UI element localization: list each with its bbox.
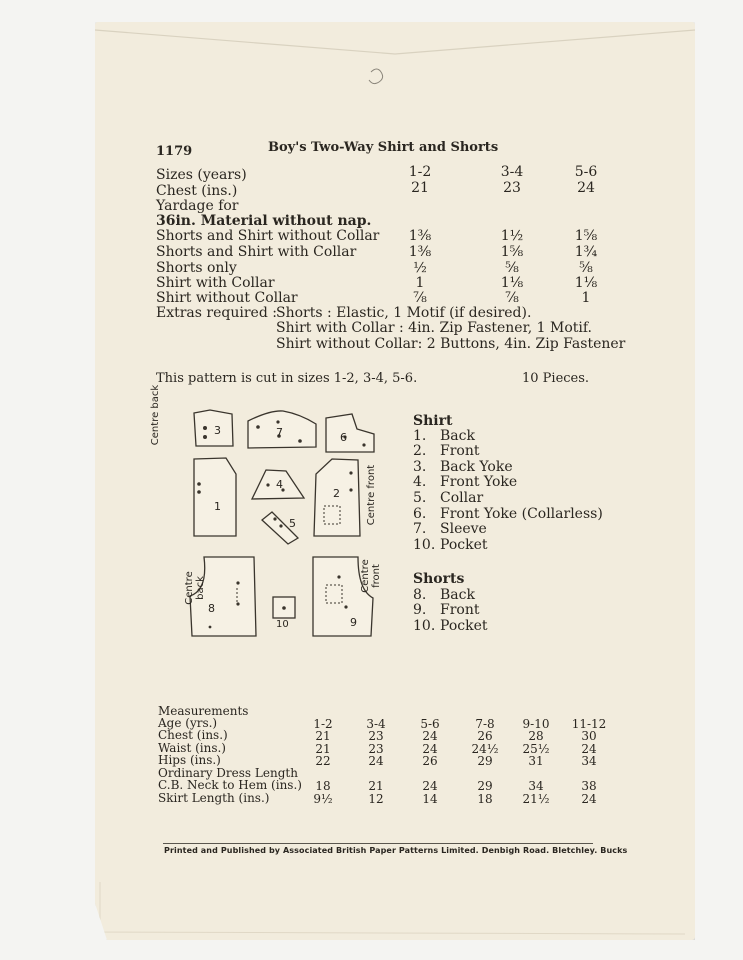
measurement-cell: 7-8 bbox=[475, 717, 495, 731]
measurement-cell: 25½ bbox=[522, 742, 550, 756]
yardage-cell: 1⅜ bbox=[408, 244, 432, 260]
list-item-num: 8. bbox=[413, 587, 427, 603]
measurement-cell: 24 bbox=[422, 742, 438, 756]
measurement-cell: 24 bbox=[581, 742, 597, 756]
list-item-num: 1. bbox=[413, 428, 427, 444]
yardage-cell: 1⅝ bbox=[574, 228, 598, 244]
list-item-num: 5. bbox=[413, 490, 427, 506]
measurement-cell: 23 bbox=[368, 742, 384, 756]
yardage-cell: 1-2 bbox=[408, 164, 432, 180]
measurement-cell: 11-12 bbox=[571, 717, 607, 731]
measurement-cell: 18 bbox=[315, 779, 331, 793]
centre-back-label-shorts: Centre back bbox=[184, 571, 206, 605]
measurement-label: Chest (ins.) bbox=[158, 728, 228, 742]
piece-number: 6 bbox=[340, 431, 347, 444]
measurement-cell: 14 bbox=[422, 792, 438, 806]
piece-number: 3 bbox=[214, 424, 221, 437]
yardage-row-label: Shirt without Collar bbox=[156, 290, 298, 306]
yardage-cell: 3-4 bbox=[500, 164, 524, 180]
yardage-cell: 1 bbox=[581, 290, 591, 306]
centre-front-label: Centre front bbox=[366, 464, 377, 526]
piece-number: 10 bbox=[276, 619, 289, 630]
list-item-num: 7. bbox=[413, 521, 427, 537]
yardage-cell: ⅞ bbox=[505, 290, 519, 306]
measurement-cell: 30 bbox=[581, 729, 597, 743]
measurement-cell: 21 bbox=[315, 742, 331, 756]
yardage-cell: 1⅛ bbox=[500, 275, 524, 291]
list-item: Collar bbox=[440, 490, 484, 506]
list-item: Pocket bbox=[440, 618, 488, 634]
yardage-row-label: Yardage for bbox=[156, 198, 239, 214]
measurement-cell: 23 bbox=[368, 729, 384, 743]
piece-number: 5 bbox=[289, 517, 296, 530]
yardage-row-label: Chest (ins.) bbox=[156, 183, 238, 199]
piece-number: 4 bbox=[276, 478, 283, 491]
piece-front-yoke-collarless bbox=[326, 414, 374, 452]
pattern-number: 1179 bbox=[156, 144, 193, 159]
yardage-row-label: Shorts and Shirt with Collar bbox=[156, 244, 357, 260]
measurement-cell: 22 bbox=[315, 754, 331, 768]
yardage-cell: ½ bbox=[413, 260, 427, 276]
yardage-cell: 23 bbox=[503, 180, 521, 196]
measurement-cell: 24 bbox=[422, 779, 438, 793]
centre-front-label-shorts: Centre front bbox=[360, 559, 382, 593]
list-item: Front bbox=[440, 443, 480, 459]
cut-sizes-note: This pattern is cut in sizes 1-2, 3-4, 5-6. bbox=[156, 371, 418, 386]
piece-number: 7 bbox=[276, 426, 283, 439]
yardage-row-label: 36in. Material without nap. bbox=[156, 213, 372, 229]
measurements-heading: Measurements bbox=[158, 704, 249, 718]
measurement-label: C.B. Neck to Hem (ins.) bbox=[158, 778, 302, 792]
extras-item: Shirt with Collar : 4in. Zip Fastener, 1 Motif. bbox=[276, 320, 592, 336]
list-item-num: 10. bbox=[413, 537, 436, 553]
yardage-cell: 1 bbox=[415, 275, 425, 291]
yardage-row-label: Shorts and Shirt without Collar bbox=[156, 228, 380, 244]
yardage-cell: 21 bbox=[411, 180, 429, 196]
measurement-label: Waist (ins.) bbox=[158, 741, 226, 755]
piece-number: 1 bbox=[214, 500, 221, 513]
piece-number: 2 bbox=[333, 487, 340, 500]
measurement-cell: 29 bbox=[477, 754, 493, 768]
list-item: Front bbox=[440, 602, 480, 618]
list-item: Front Yoke (Collarless) bbox=[440, 506, 603, 522]
yardage-row-label: Sizes (years) bbox=[156, 167, 247, 183]
measurement-cell: 34 bbox=[581, 754, 597, 768]
pattern-title: Boy's Two-Way Shirt and Shorts bbox=[268, 140, 499, 155]
measurement-cell: 24½ bbox=[471, 742, 499, 756]
measurement-cell: 18 bbox=[477, 792, 493, 806]
measurement-cell: 31 bbox=[528, 754, 544, 768]
measurement-cell: 3-4 bbox=[366, 717, 386, 731]
footer-rule bbox=[163, 843, 593, 844]
measurement-cell: 26 bbox=[422, 754, 438, 768]
measurement-cell: 21 bbox=[368, 779, 384, 793]
shorts-list-heading: Shorts bbox=[413, 571, 465, 587]
pieces-count: 10 Pieces. bbox=[522, 371, 590, 386]
list-item: Pocket bbox=[440, 537, 488, 553]
piece-number: 8 bbox=[208, 602, 215, 615]
measurement-cell: 1-2 bbox=[313, 717, 333, 731]
measurement-cell: 24 bbox=[422, 729, 438, 743]
measurement-cell: 9½ bbox=[313, 792, 333, 806]
measurement-cell: 12 bbox=[368, 792, 384, 806]
yardage-cell: 1¾ bbox=[574, 244, 598, 260]
yardage-cell: ⅞ bbox=[413, 290, 427, 306]
piece-number: 9 bbox=[350, 616, 357, 629]
extras-label: Extras required : bbox=[156, 305, 277, 321]
yardage-cell: ⅝ bbox=[579, 260, 593, 276]
shirt-list-heading: Shirt bbox=[413, 413, 453, 429]
list-item: Back bbox=[440, 587, 475, 603]
list-item-num: 4. bbox=[413, 474, 427, 490]
measurement-cell: 9-10 bbox=[522, 717, 550, 731]
measurement-cell: 26 bbox=[477, 729, 493, 743]
yardage-cell: 1½ bbox=[500, 228, 524, 244]
list-item-num: 6. bbox=[413, 506, 427, 522]
list-item: Front Yoke bbox=[440, 474, 518, 490]
list-item: Back Yoke bbox=[440, 459, 513, 475]
extras-item: Shorts : Elastic, 1 Motif (if desired). bbox=[276, 305, 532, 321]
list-item: Back bbox=[440, 428, 475, 444]
centre-back-label: Centre back bbox=[150, 384, 161, 446]
yardage-row-label: Shorts only bbox=[156, 260, 237, 276]
measurement-cell: 28 bbox=[528, 729, 544, 743]
measurement-label: Ordinary Dress Length bbox=[158, 766, 298, 780]
yardage-cell: 24 bbox=[577, 180, 595, 196]
list-item-num: 10. bbox=[413, 618, 436, 634]
list-item-num: 9. bbox=[413, 602, 427, 618]
measurement-cell: 24 bbox=[581, 792, 597, 806]
measurement-cell: 38 bbox=[581, 779, 597, 793]
list-item: Sleeve bbox=[440, 521, 487, 537]
measurement-label: Age (yrs.) bbox=[158, 716, 218, 730]
measurement-cell: 34 bbox=[528, 779, 544, 793]
measurement-label: Skirt Length (ins.) bbox=[158, 791, 270, 805]
piece-back bbox=[194, 458, 236, 536]
measurement-cell: 21½ bbox=[522, 792, 550, 806]
list-item-num: 2. bbox=[413, 443, 427, 459]
yardage-row-label: Shirt with Collar bbox=[156, 275, 275, 291]
yardage-cell: ⅝ bbox=[505, 260, 519, 276]
printer-credit: Printed and Published by Associated British Paper Patterns Limited. Denbigh Road. Bletchley. Bucks bbox=[164, 846, 628, 855]
measurement-cell: 24 bbox=[368, 754, 384, 768]
yardage-cell: 1⅝ bbox=[500, 244, 524, 260]
measurement-cell: 29 bbox=[477, 779, 493, 793]
extras-item: Shirt without Collar: 2 Buttons, 4in. Zip Fastener bbox=[276, 336, 626, 352]
measurement-cell: 5-6 bbox=[420, 717, 440, 731]
measurement-cell: 21 bbox=[315, 729, 331, 743]
yardage-cell: 1⅜ bbox=[408, 228, 432, 244]
measurement-label: Hips (ins.) bbox=[158, 753, 221, 767]
yardage-cell: 1⅛ bbox=[574, 275, 598, 291]
yardage-cell: 5-6 bbox=[574, 164, 598, 180]
list-item-num: 3. bbox=[413, 459, 427, 475]
